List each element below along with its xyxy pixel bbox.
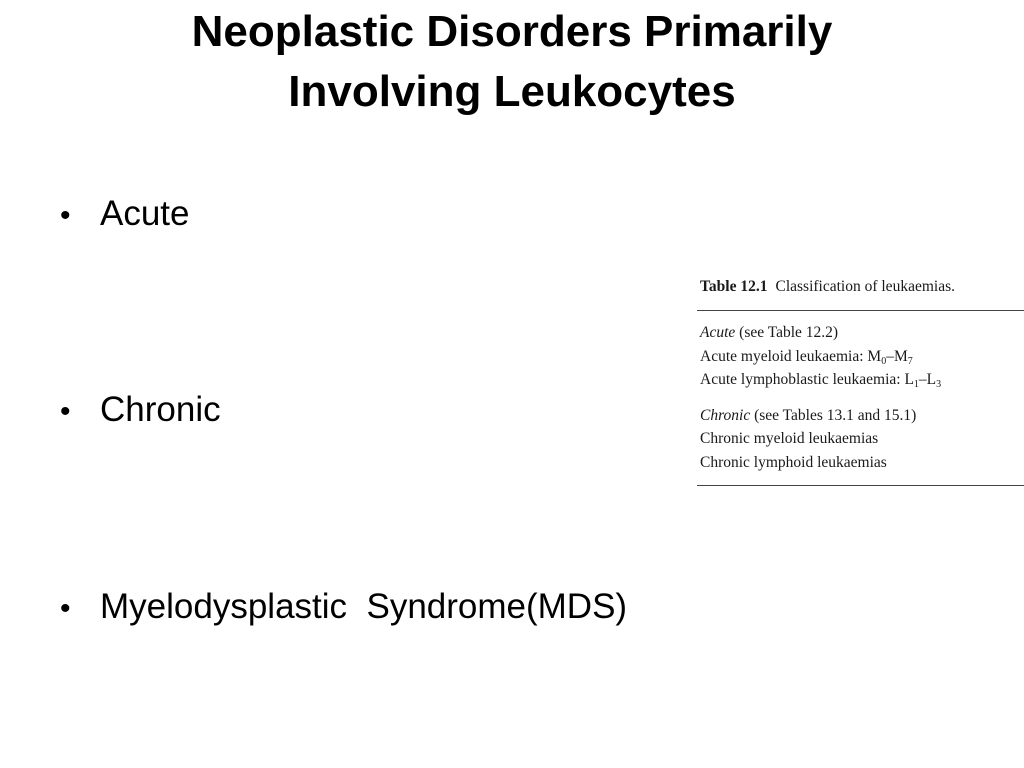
bullet-item-chronic: [60, 388, 221, 434]
all-sub-start: 1: [913, 379, 919, 390]
bullet-item-mds: [60, 585, 627, 631]
aml-sub-end: 7: [907, 356, 913, 367]
table-row-cml: [700, 429, 878, 449]
bullet-marker: •: [60, 199, 71, 232]
all-sub-end: 3: [936, 379, 942, 390]
chronic-heading: Chronic: [700, 407, 751, 424]
table-row-chronic-heading: [700, 406, 916, 426]
cml-label: Chronic myeloid leukaemias: [700, 430, 879, 447]
table-rule-bottom: [697, 485, 1024, 486]
table-row-all: [700, 370, 941, 390]
bullet-text: Chronic: [100, 390, 221, 429]
chronic-ref: (see Tables 13.1 and 15.1): [750, 407, 917, 424]
table-caption-text: Classification of leukaemias.: [775, 278, 955, 295]
slide-title-line-2: Involving Leukocytes: [288, 67, 736, 116]
cll-label: Chronic lymphoid leukaemias: [700, 454, 887, 471]
bullet-text: Myelodysplastic Syndrome(MDS): [100, 587, 628, 626]
all-dash: –L: [918, 371, 937, 388]
table-row-acute-heading: [700, 323, 838, 343]
bullet-item-acute: [60, 192, 190, 238]
table-number: Table 12.1: [700, 278, 768, 295]
all-label: Acute lymphoblastic leukaemia: L: [700, 371, 914, 388]
aml-dash: –M: [886, 348, 908, 365]
bullet-marker: •: [60, 395, 71, 428]
table-rule-top: [697, 310, 1024, 311]
leukaemia-classification-table: [697, 270, 1024, 500]
acute-ref: (see Table 12.2): [735, 324, 839, 341]
aml-label: Acute myeloid leukaemia: M: [700, 348, 882, 365]
table-row-aml: [700, 347, 913, 367]
acute-heading: Acute: [700, 324, 736, 341]
bullet-text: Acute: [100, 194, 190, 233]
table-row-cll: [700, 453, 887, 473]
aml-sub-start: 0: [881, 356, 887, 367]
bullet-marker: •: [60, 592, 71, 625]
table-caption: [700, 278, 955, 296]
slide-title-line-1: Neoplastic Disorders Primarily: [191, 7, 833, 56]
